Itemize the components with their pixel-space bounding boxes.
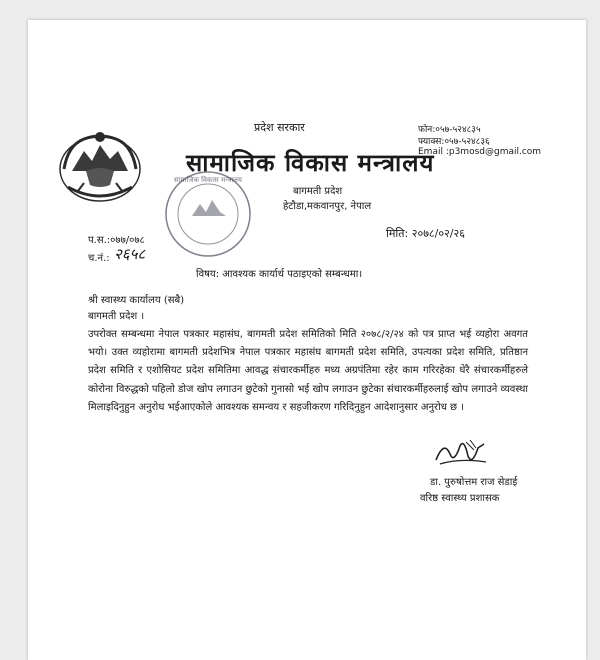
reference-number: प.स.:०७७/०७८ [88, 235, 145, 246]
svg-text:सामाजिक विकास मन्त्रालय: सामाजिक विकास मन्त्रालय [174, 176, 242, 184]
signatory-name: डा. पुरुषोत्तम राज सेडाई [430, 477, 518, 488]
dispatch-number-handwritten: २६५८ [114, 245, 146, 263]
addressee-line-1: श्री स्वास्थ्य कार्यालय (सबै) [88, 295, 185, 306]
office-seal-icon [162, 168, 254, 260]
government-title: प्रदेश सरकार [254, 121, 305, 134]
province-name: बागमती प्रदेश [293, 186, 343, 197]
signature-icon [430, 436, 490, 470]
signatory-title: वरिष्ठ स्वास्थ्य प्रशासक [420, 493, 500, 504]
addressee-line-2: बागमती प्रदेश । [88, 311, 145, 322]
fax-number: फ्याक्स:०५७-५२४८३६ [418, 137, 490, 147]
letter-body: उपरोक्त सम्बन्धमा नेपाल पत्रकार महासंघ, बागमती प्रदेश समितिको मिति २०७८/२/२४ को पत्र प्राप्त भई व्यहोरा अवगत भयो। उक्त व्यहोरामा बागमती प्रदेशभित्र नेपाल पत्रकार महासंघ बागमती प्रदेश समिति, उपत्यका प्रदेश समिति, प्रतिष्ठान प्रदेश समिति र एशोसियट प्रदेश समितिमा आवद्ध संचारकर्मीहरु मध्य अग्रपंतिमा रहेर काम गरिरहेका धेरै संचारकर्मीहरुले कोरोना विरुद्धको पहिलो डोज खोप लगाउन छुटेको गुनासो भई खोप लगाउन छुटेका संचारकर्मीहरुलाई खोप लगाउने व्यवस्था मिलाइदिनुहुन अनुरोध भईआएकोले आवश्यक समन्वय र सहजीकरण गरिदिनुहुन आदेशानुसार अनुरोध छ । [88, 329, 528, 413]
ministry-title: सामाजिक विकास मन्त्रालय [186, 149, 435, 177]
dispatch-label: च.नं.: [88, 253, 110, 264]
letter-date: मिति: २०७८/०२/२६ [386, 227, 465, 240]
nepal-emblem-icon [54, 125, 146, 205]
email-address: Email :p3mosd@gmail.com [418, 147, 542, 157]
phone-number: फोन:०५७-५२४८३५ [418, 125, 481, 135]
office-address: हेटौडा,मकवानपुर, नेपाल [283, 201, 372, 212]
letter-subject: विषय: आवश्यक कार्यार्थ पठाइएको सम्बन्धमा। [196, 269, 363, 280]
